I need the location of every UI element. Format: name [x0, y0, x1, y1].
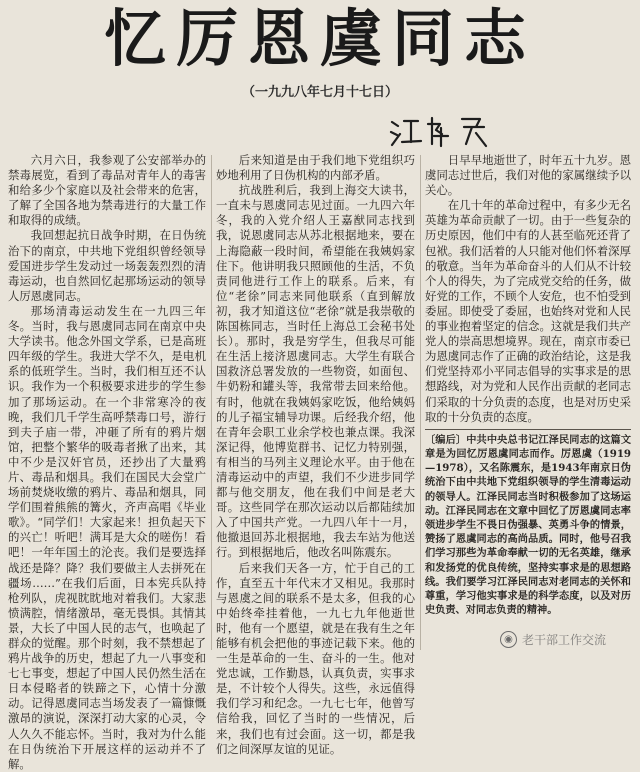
column-divider [211, 155, 212, 650]
editor-note [425, 429, 631, 618]
source-watermark [500, 628, 640, 650]
editor-note-label: 〔编后〕 [425, 433, 467, 446]
editor-note-text: 中共中央总书记江泽民同志的这篇文章是为回忆厉恩虞同志而作。厉恩虞（1919—1978），又名陈震东，是1943年南京日伪统治下由中共地下党组织领导的学生清毒运动的领导人。江泽民同志当时积极参加了这场运动。江泽民同志在文章中回忆了厉恩虞同志率领进步学生不畏日伪强暴、英勇斗争的情景，赞扬了恩虞同志的高尚品质。同时，他号召我们学习那些为革命奉献一切的无名英雄，继承和发扬党的优良传统，坚持实事求是的思想路线。我们要学习江泽民同志对老同志的关怀和尊重，学习他实事求是的科学态度，以及对历史负责、对同志负责的精神。 [425, 433, 632, 617]
column-divider [420, 155, 421, 650]
signature-calligraphy [388, 112, 508, 148]
paragraph: 六月六日，我参观了公安部举办的禁毒展览，看到了毒品对青年人的毒害和给多少个家庭以及社会带来的危害，了解了全国各地为禁毒进行的大量工作和取得的成绩。 [8, 153, 206, 228]
article-column-3 [425, 153, 631, 653]
wechat-icon: ◉ [500, 631, 517, 648]
watermark-text: 老干部工作交流 [522, 632, 607, 647]
paragraph: 在几十年的革命过程中，有多少无名英雄为革命贡献了一切。由于一些复杂的历史原因，他们中有的人甚至临死还背了包袱。我们活着的人只能对他们怀着深厚的敬意。当年为革命奋斗的人们从不计较个人的得失，为了完成党交给的任务，做好党的工作，不顾个人安危，也不怕受到委屈。即使受了委屈，也始终对党和人民的事业抱着坚定的信念。这就是我们共产党人的崇高思想境界。现在，南京市委已为恩虞同志作了正确的政治结论，这是我们党坚持邓小平同志倡导的实事求是的思想路线，对为党和人民作出贡献的老同志们采取的十分负责的态度，也是对历史采取的十分负责的态度。 [425, 198, 631, 424]
paragraph: 我回想起抗日战争时期，在日伪统治下的南京，中共地下党组织曾经领导爱国进步学生发动过一场轰轰烈烈的清毒运动，也自然回忆起那场运动的领导人厉恩虞同志。 [8, 228, 206, 303]
article-date: （一九九八年七月十七日） [241, 85, 398, 100]
article-column-2 [216, 153, 415, 756]
paragraph: 后来知道是由于我们地下党组织巧妙地利用了日伪机构的内部矛盾。 [216, 153, 415, 183]
paragraph: 那场清毒运动发生在一九四三年冬。当时，我与恩虞同志同在南京中央大学读书。他念外国文学系，已是高班四年级的学生。我进大学不久，是电机系的低班学生。当时，我们相互还不认识。我作为一个积极要求进步的学生参加了那场运动。在一个非常寒冷的夜晚，我们几千学生高呼禁毒口号，游行到夫子庙一带，冲砸了所有的鸦片烟馆，把整个繁华的吸毒者揪了出来，其中不少是汉奸官员，还抄出了大量鸦片、毒品和烟具。我们在国民大会堂广场前焚烧收缴的鸦片、毒品和烟具，同学们围着熊熊的篝火，齐声高唱《毕业歌》。“同学们！大家起来！担负起天下的兴亡！听吧！满耳是大众的嗟伤！看吧！一年年国土的沦丧。我们是要选择战还是降？降？我们要做主人去拼死在疆场……”在我们后面，日本宪兵队持枪列队，虎视眈眈地对着我们。大家悲愤满腔，情绪激昂，毫无畏惧。其情其景，大长了中国人民的志气，也唤起了群众的觉醒。那个时刻，我不禁想起了鸦片战争的历史，想起了九一八事变和七七事变，想起了中国人民仍然生活在日本侵略者的铁蹄之下，心情十分激动。记得恩虞同志当场发表了一篇慷慨激昂的演说，深深打动大家的心灵，令人久久不能忘怀。当时，我对为什么能在日伪统治下开展这样的运动并不了解。 [8, 303, 206, 771]
paragraph: 抗战胜利后，我到上海交大读书，一直未与恩虞同志见过面。一九四六年冬，我的入党介绍人王嘉猷同志找到我，说恩虞同志从苏北根据地来，要在上海隐蔽一段时间，希望能在我姨妈家住下。他讲明我只照顾他的生活，不负责同他进行工作上的联系。后来，有位“老徐”同志来同他联系（直到解放初，我才知道这位“老徐”就是我崇敬的陈国栋同志，当时任上海总工会秘书处长）。那时，我是穷学生，但我尽可能在生活上接济恩虞同志。大学生有联合国救济总署发放的一些物资，如面包、牛奶粉和罐头等，我常带去回来给他。有时，他就在我姨妈家吃饭，他给姨妈的儿子福宝辅导功课。后经我介绍，他在青年会职工业余学校也兼点课。我深深记得，他博览群书、记忆力特别强，有相当的马列主义理论水平。由于他在清毒运动中的声望，我们不少进步同学都与他交朋友，他在我们中间是老大哥。这些同学在那次运动以后都陆续加入了中国共产党。一九四八年十一月，他撤退回苏北根据地，我去车站为他送行。到根据地后，他改名叫陈震东。 [216, 183, 415, 560]
paragraph: 后来我们天各一方，忙于自己的工作，直至五十年代末才又相见。我那时与恩虞之间的联系不是太多，但我的心中始终牵挂着他，一九七九年他逝世时，他有一个愿望，就是在我有生之年能够有机会把他的事迹记载下来。他的一生是革命的一生、奋斗的一生。他对党忠诚，工作勤恳，认真负责，实事求是，不计较个人得失。这些，永远值得我们学习和纪念。一九七七年，他曾写信给我，回忆了当时的一些情况，后来，我们也有过会面。这一切，都是我们之间深厚友谊的见证。 [216, 560, 415, 756]
article-title: 忆厉恩虞同志 [103, 2, 536, 75]
paragraph: 日早早地逝世了，时年五十九岁。恩虞同志过世后，我们对他的家属继续予以关心。 [425, 153, 631, 198]
article-column-1 [8, 153, 206, 771]
